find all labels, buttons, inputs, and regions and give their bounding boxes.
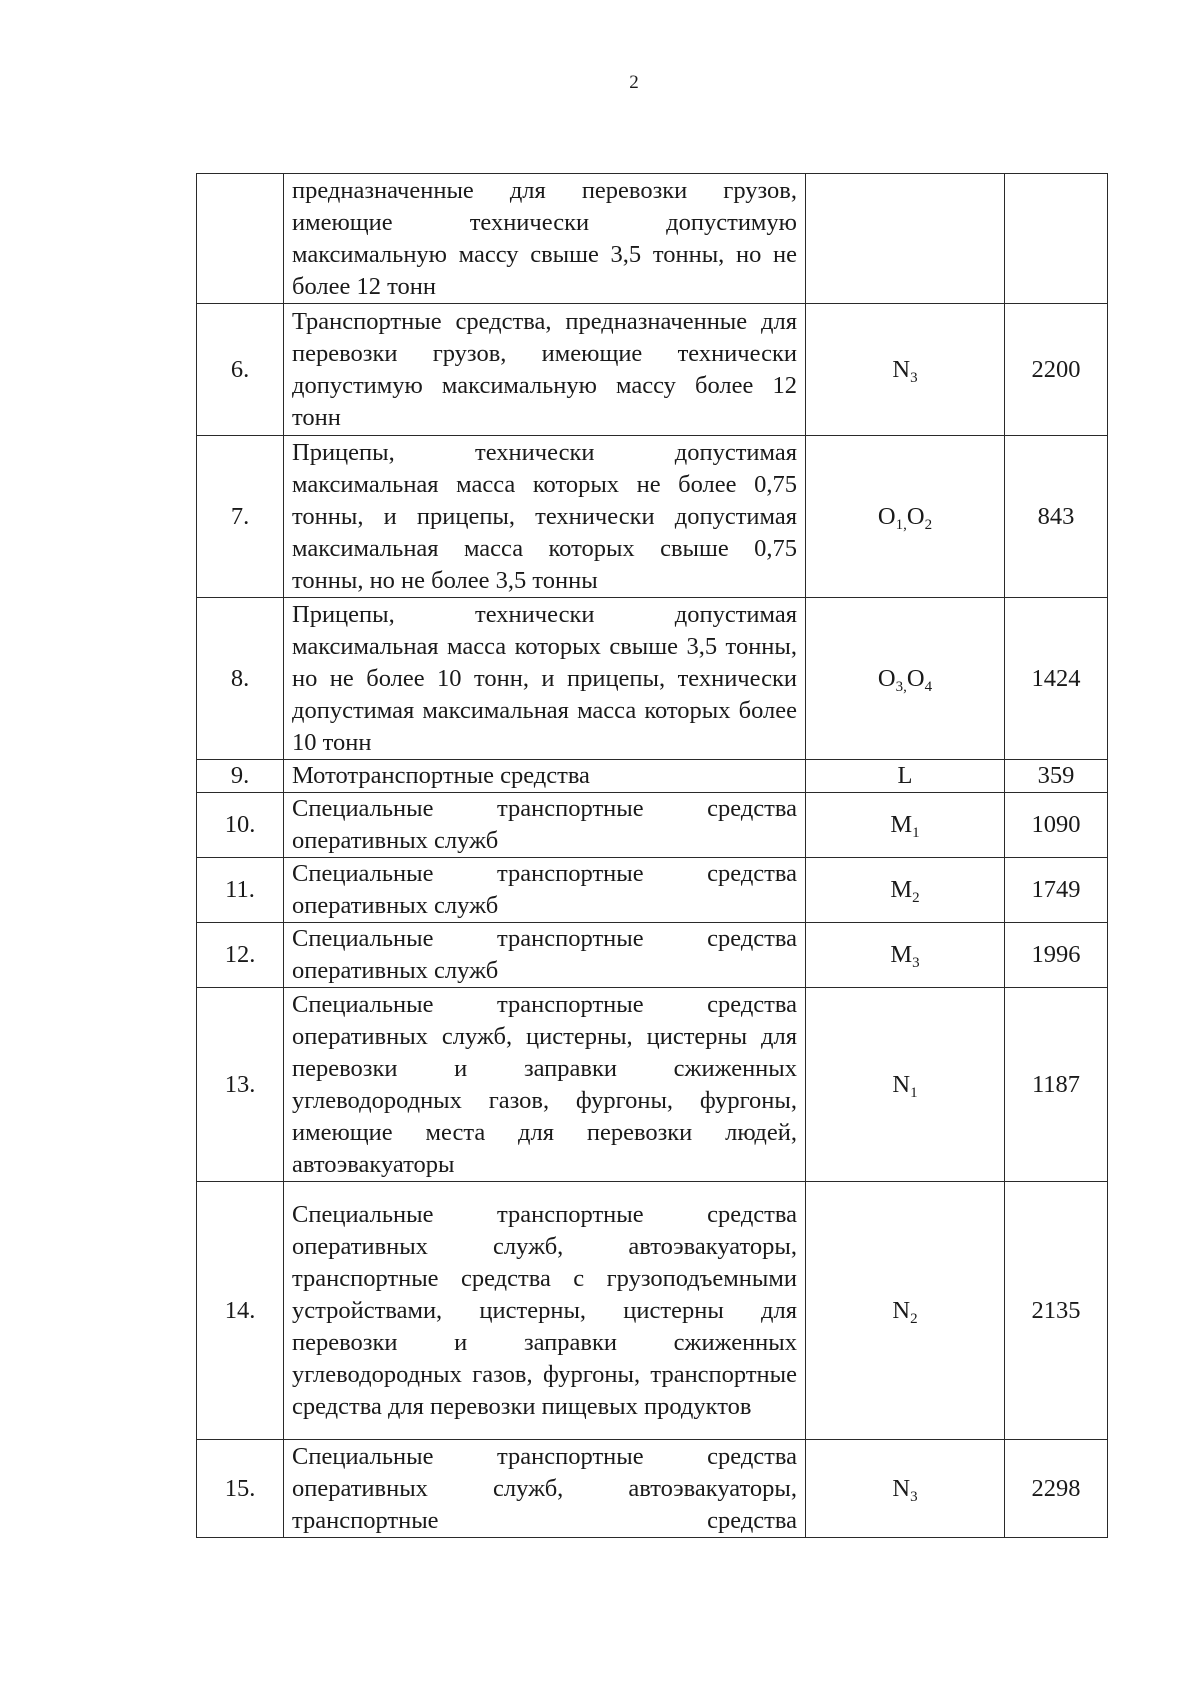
row-number: 6. bbox=[197, 304, 284, 436]
row-number: 12. bbox=[197, 923, 284, 988]
vehicle-category bbox=[806, 793, 1005, 858]
vehicle-category bbox=[806, 858, 1005, 923]
vehicle-description: Прицепы, технически допустимая максимальная масса которых не более 0,75 тонны, и прицепы, технически допустимая максимальная масса которых свыше 0,75 тонны, но не более 3,5 тонны bbox=[284, 436, 806, 598]
category-letter: N bbox=[892, 355, 911, 383]
vehicle-description: Специальные транспортные средства оперативных служб bbox=[284, 923, 806, 988]
table-row bbox=[197, 1182, 1108, 1440]
vehicle-description: Специальные транспортные средства оперативных служб bbox=[284, 858, 806, 923]
vehicle-description: Специальные транспортные средства оперативных служб bbox=[284, 793, 806, 858]
vehicle-category bbox=[806, 1440, 1005, 1538]
vehicle-description: Специальные транспортные средства оперативных служб, автоэвакуаторы, транспортные средства с грузоподъемными устройствами, цистерны, цистерны для перевозки и заправки сжиженных углеводородных газов, фургоны, транспортные средства для перевозки пищевых продуктов bbox=[284, 1182, 806, 1440]
vehicle-description: Специальные транспортные средства оперативных служб, цистерны, цистерны для перевозки и заправки сжиженных углеводородных газов, фургоны, фургоны, имеющие места для перевозки людей, автоэвакуаторы bbox=[284, 988, 806, 1182]
table-row bbox=[197, 760, 1108, 793]
category-subscript: 2 bbox=[924, 516, 933, 533]
category-subscript: 2 bbox=[912, 890, 920, 906]
value-cell: 1090 bbox=[1005, 793, 1108, 858]
row-number: 10. bbox=[197, 793, 284, 858]
category-letter: N bbox=[892, 1070, 911, 1098]
category-letter: L bbox=[897, 762, 913, 789]
row-number: 13. bbox=[197, 988, 284, 1182]
vehicle-category bbox=[806, 436, 1005, 598]
category-letter: M bbox=[890, 876, 913, 903]
row-number: 7. bbox=[197, 436, 284, 598]
table-row bbox=[197, 1440, 1108, 1538]
category-letter: M bbox=[890, 941, 913, 968]
value-cell: 2200 bbox=[1005, 304, 1108, 436]
vehicle-category-table bbox=[196, 173, 1108, 1538]
row-number: 14. bbox=[197, 1182, 284, 1440]
vehicle-description: предназначенные для перевозки грузов, имеющие технически допустимую максимальную массу свыше 3,5 тонны, но не более 12 тонн bbox=[284, 174, 806, 304]
row-number: 8. bbox=[197, 598, 284, 760]
category-subscript: 3 bbox=[910, 1488, 918, 1505]
table-row bbox=[197, 793, 1108, 858]
row-number: 15. bbox=[197, 1440, 284, 1538]
table-row bbox=[197, 174, 1108, 304]
value-cell: 1749 bbox=[1005, 858, 1108, 923]
vehicle-description: Специальные транспортные средства оперативных служб, автоэвакуаторы, транспортные средства bbox=[284, 1440, 806, 1538]
category-subscript: 1 bbox=[910, 1084, 918, 1101]
category-letter: O bbox=[906, 664, 925, 692]
value-cell: 2298 bbox=[1005, 1440, 1108, 1538]
category-subscript: 2 bbox=[910, 1310, 918, 1327]
vehicle-category bbox=[806, 923, 1005, 988]
table-row bbox=[197, 988, 1108, 1182]
vehicle-category bbox=[806, 1182, 1005, 1440]
page-number: 2 bbox=[629, 72, 639, 93]
category-subscript: 3 bbox=[912, 955, 920, 971]
vehicle-description: Транспортные средства, предназначенные для перевозки грузов, имеющие технически допустимую максимальную массу более 12 тонн bbox=[284, 304, 806, 436]
category-letter: O bbox=[877, 664, 896, 692]
category-subscript: 3 bbox=[910, 369, 918, 386]
table-row bbox=[197, 923, 1108, 988]
category-subscript: 1 bbox=[912, 825, 920, 841]
value-cell: 843 bbox=[1005, 436, 1108, 598]
category-subscript: 1, bbox=[895, 516, 907, 533]
category-letter: O bbox=[906, 502, 925, 530]
category-letter: N bbox=[892, 1296, 911, 1324]
row-number: 9. bbox=[197, 760, 284, 793]
vehicle-category bbox=[806, 760, 1005, 793]
vehicle-description: Мототранспортные средства bbox=[284, 760, 806, 793]
value-cell: 359 bbox=[1005, 760, 1108, 793]
value-cell: 1187 bbox=[1005, 988, 1108, 1182]
table-row bbox=[197, 858, 1108, 923]
row-number: 11. bbox=[197, 858, 284, 923]
vehicle-category bbox=[806, 598, 1005, 760]
value-cell: 1424 bbox=[1005, 598, 1108, 760]
category-letter: N bbox=[892, 1474, 911, 1502]
table-row bbox=[197, 304, 1108, 436]
table-row bbox=[197, 598, 1108, 760]
table-body bbox=[197, 174, 1108, 1538]
table-row bbox=[197, 436, 1108, 598]
value-cell: 1996 bbox=[1005, 923, 1108, 988]
category-letter: M bbox=[890, 811, 913, 838]
category-subscript: 4 bbox=[924, 678, 933, 695]
value-cell: 2135 bbox=[1005, 1182, 1108, 1440]
category-subscript: 3, bbox=[895, 678, 907, 695]
vehicle-category bbox=[806, 174, 1005, 304]
vehicle-description: Прицепы, технически допустимая максимальная масса которых свыше 3,5 тонны, но не более 10 тонн, и прицепы, технически допустимая максимальная масса которых более 10 тонн bbox=[284, 598, 806, 760]
vehicle-category bbox=[806, 304, 1005, 436]
category-letter: O bbox=[877, 502, 896, 530]
vehicle-category bbox=[806, 988, 1005, 1182]
row-number bbox=[197, 174, 284, 304]
value-cell bbox=[1005, 174, 1108, 304]
